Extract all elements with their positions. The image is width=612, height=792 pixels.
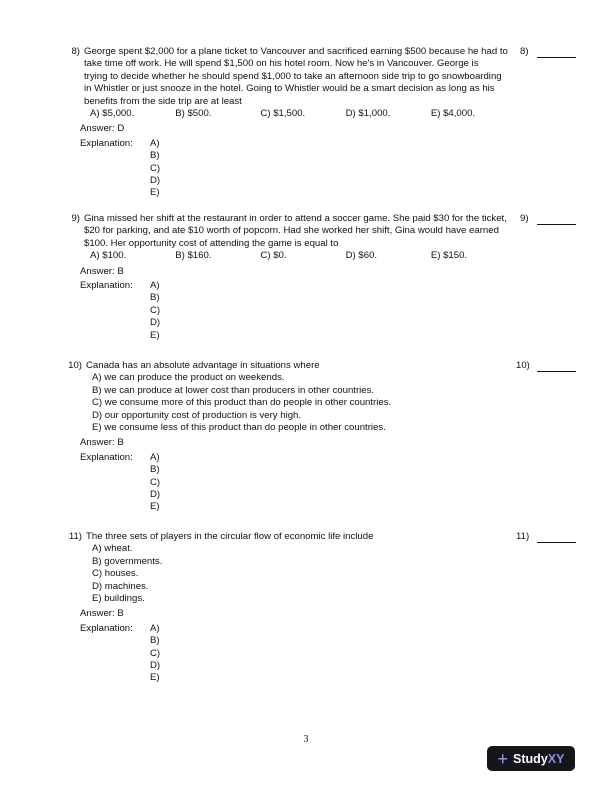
question-number: 9) (71, 213, 80, 224)
choice-option: C) we consume more of this product than do people in other countries. (92, 397, 392, 409)
choice-option: D) our opportunity cost of production is very high. (92, 409, 302, 421)
explanation-item: B) (150, 464, 160, 476)
choice-option: D) machines. (92, 580, 149, 592)
choice-option: B) $500. (175, 108, 212, 120)
question-number: 8) (71, 46, 80, 57)
answer-blank[interactable] (537, 542, 576, 543)
explanation-item: D) (150, 317, 161, 329)
studyxy-logo[interactable] (487, 746, 575, 771)
choice-option: E) buildings. (92, 593, 145, 605)
explanation-item: E) (150, 187, 160, 199)
question-text-line: trying to decide whether he should spend $1,000 to take an afternoon side trip to go snowboarding (84, 70, 502, 82)
explanation-item: E) (150, 672, 160, 684)
explanation-label: Explanation: (80, 451, 133, 463)
answer: Answer: D (80, 123, 125, 135)
answer: Answer: B (80, 608, 124, 620)
choice-option: E) $4,000. (430, 108, 476, 120)
explanation-item: C) (150, 647, 161, 659)
explanation-item: A) (150, 451, 160, 463)
plus-icon: + (497, 748, 509, 769)
explanation-item: E) (150, 329, 160, 341)
explanation-item: A) (150, 280, 160, 292)
explanation-item: D) (150, 489, 161, 501)
choice-option: B) governments. (92, 555, 163, 567)
choice-option: C) houses. (92, 568, 139, 580)
choice-option: D) $1,000. (345, 108, 391, 120)
explanation-label: Explanation: (80, 280, 133, 292)
question-text-line: Gina missed her shift at the restaurant in order to attend a soccer game. She paid $30 for the ticket, (84, 213, 507, 224)
question-11 (66, 531, 516, 685)
answer-blank[interactable] (537, 224, 576, 225)
question-text-line: $100. Her opportunity cost of attending the game is equal to (84, 237, 339, 249)
question-10 (66, 360, 516, 514)
choice-option: A) $100. (90, 250, 127, 262)
margin-question-number: 9) (520, 213, 529, 224)
explanation (80, 280, 516, 342)
explanation-item: B) (150, 635, 160, 647)
answer: Answer: B (80, 265, 124, 277)
answer-blank[interactable] (537, 57, 576, 58)
choice-option: A) wheat. (92, 543, 133, 555)
logo-text-accent: XY (547, 751, 565, 766)
question-text-line: in Whistler or just snooze in the hotel. Going to Whistler would be a smart decision as long as his (84, 83, 495, 95)
margin-question-number: 11) (516, 531, 530, 542)
explanation (80, 452, 516, 514)
explanation (80, 623, 516, 685)
explanation-item: A) (150, 622, 160, 634)
page-number: 3 (303, 734, 309, 745)
explanation-item: A) (150, 137, 160, 149)
answer: Answer: B (80, 437, 124, 449)
explanation-label: Explanation: (80, 622, 133, 634)
explanation-item: C) (150, 304, 161, 316)
choice-option: A) we can produce the product on weekends. (92, 372, 285, 384)
choice-option: D) $60. (345, 250, 378, 262)
logo-text-main: Study (513, 751, 548, 766)
question-text-line: George spent $2,000 for a plane ticket to Vancouver and sacrificed earning $500 because he had to (84, 46, 508, 57)
choices-list (92, 372, 516, 434)
margin-question-number: 8) (520, 46, 529, 57)
question-text-line: $20 for parking, and ate $10 worth of popcorn. Had she worked her shift, Gina would have earned (84, 225, 499, 237)
explanation-item: E) (150, 501, 160, 513)
question-number: 11) (68, 531, 82, 542)
question-text-line: take time off work. He will spend $1,500 on his hotel room. Now he's in Vancouver. George is (84, 58, 479, 70)
choice-option: E) $150. (430, 250, 468, 262)
question-text-line: Canada has an absolute advantage in situations where (86, 360, 320, 371)
explanation-item: B) (150, 150, 160, 162)
explanation (80, 138, 516, 200)
choices-list (92, 543, 516, 605)
choices-row (90, 250, 516, 262)
choice-option: B) we can produce at lower cost than producers in other countries. (92, 384, 375, 396)
explanation-item: B) (150, 292, 160, 304)
question-8 (66, 46, 516, 200)
question-text-line: benefits from the side trip are at least (84, 95, 242, 107)
explanation-item: D) (150, 660, 161, 672)
margin-question-number: 10) (516, 360, 530, 371)
choices-row (90, 108, 516, 120)
choice-option: B) $160. (175, 250, 212, 262)
explanation-item: D) (150, 175, 161, 187)
question-9 (66, 213, 516, 342)
choice-option: A) $5,000. (90, 108, 135, 120)
explanation-label: Explanation: (80, 137, 133, 149)
explanation-item: C) (150, 476, 161, 488)
answer-blank[interactable] (537, 371, 576, 372)
question-text-line: The three sets of players in the circular flow of economic life include (86, 531, 374, 542)
choice-option: C) $0. (260, 250, 287, 262)
question-number: 10) (68, 360, 82, 371)
explanation-item: C) (150, 162, 161, 174)
choice-option: C) $1,500. (260, 108, 306, 120)
choice-option: E) we consume less of this product than do people in other countries. (92, 422, 386, 434)
